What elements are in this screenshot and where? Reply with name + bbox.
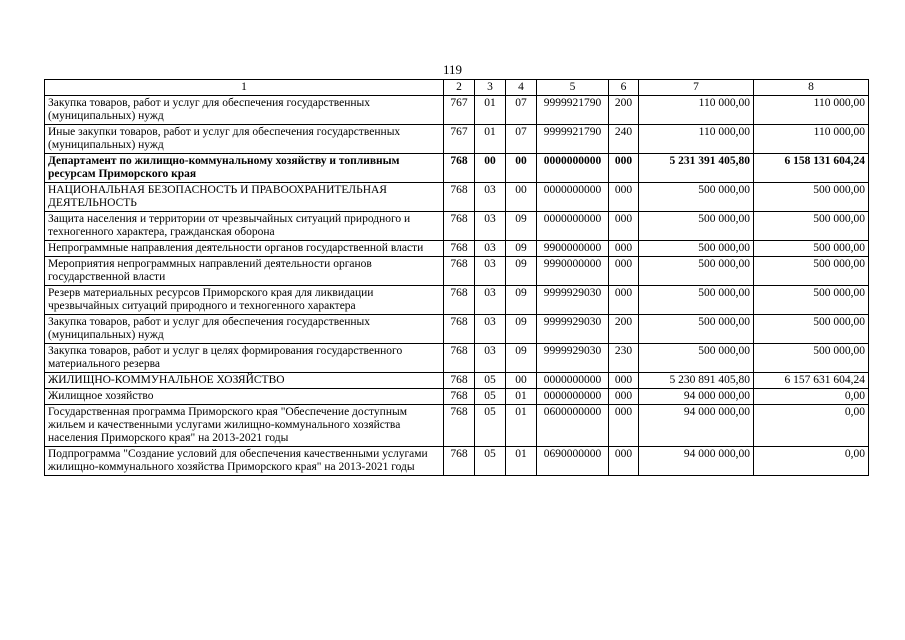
code-cell: 09 bbox=[506, 212, 537, 241]
amount-cell: 500 000,00 bbox=[754, 257, 869, 286]
row-name-cell: Закупка товаров, работ и услуг для обеспечения государственных (муниципальных) нужд bbox=[45, 96, 444, 125]
code-cell: 9900000000 bbox=[537, 241, 609, 257]
code-cell: 09 bbox=[506, 257, 537, 286]
row-name-cell: Непрограммные направления деятельности органов государственной власти bbox=[45, 241, 444, 257]
row-name-cell: Закупка товаров, работ и услуг в целях формирования государственного материального резерва bbox=[45, 344, 444, 373]
code-cell: 9999929030 bbox=[537, 315, 609, 344]
row-name-cell: Государственная программа Приморского края "Обеспечение доступным жильем и качественными услугами жилищно-коммунального хозяйства населения Приморского края" на 2013-2021 годы bbox=[45, 405, 444, 447]
table-row bbox=[45, 315, 869, 344]
code-cell: 000 bbox=[609, 389, 639, 405]
code-cell: 000 bbox=[609, 286, 639, 315]
code-cell: 0600000000 bbox=[537, 405, 609, 447]
row-name-cell: Подпрограмма "Создание условий для обеспечения качественными услугами жилищно-коммунального хозяйства Приморского края" на 2013-2021 годы bbox=[45, 447, 444, 476]
code-cell: 000 bbox=[609, 257, 639, 286]
page-number: 119 bbox=[442, 62, 463, 77]
amount-cell: 0,00 bbox=[754, 389, 869, 405]
code-cell: 09 bbox=[506, 286, 537, 315]
amount-cell: 94 000 000,00 bbox=[639, 447, 754, 476]
code-cell: 000 bbox=[609, 212, 639, 241]
header-cell: 2 bbox=[444, 80, 475, 96]
code-cell: 03 bbox=[475, 257, 506, 286]
amount-cell: 500 000,00 bbox=[639, 183, 754, 212]
header-cell: 7 bbox=[639, 80, 754, 96]
amount-cell: 500 000,00 bbox=[639, 286, 754, 315]
row-name-cell: Мероприятия непрограммных направлений деятельности органов государственной власти bbox=[45, 257, 444, 286]
code-cell: 07 bbox=[506, 96, 537, 125]
row-name-cell: Департамент по жилищно-коммунальному хозяйству и топливным ресурсам Приморского края bbox=[45, 154, 444, 183]
code-cell: 767 bbox=[444, 96, 475, 125]
header-cell: 8 bbox=[754, 80, 869, 96]
row-name-cell: Иные закупки товаров, работ и услуг для обеспечения государственных (муниципальных) нужд bbox=[45, 125, 444, 154]
table-row bbox=[45, 344, 869, 373]
amount-cell: 500 000,00 bbox=[754, 183, 869, 212]
code-cell: 768 bbox=[444, 447, 475, 476]
code-cell: 9999921790 bbox=[537, 125, 609, 154]
code-cell: 0000000000 bbox=[537, 389, 609, 405]
code-cell: 9990000000 bbox=[537, 257, 609, 286]
code-cell: 00 bbox=[475, 154, 506, 183]
code-cell: 768 bbox=[444, 241, 475, 257]
code-cell: 0690000000 bbox=[537, 447, 609, 476]
table-row bbox=[45, 241, 869, 257]
table-row bbox=[45, 257, 869, 286]
table-body bbox=[45, 96, 869, 476]
code-cell: 01 bbox=[475, 125, 506, 154]
table-row bbox=[45, 125, 869, 154]
code-cell: 000 bbox=[609, 183, 639, 212]
row-name-cell: НАЦИОНАЛЬНАЯ БЕЗОПАСНОСТЬ И ПРАВООХРАНИТЕЛЬНАЯ ДЕЯТЕЛЬНОСТЬ bbox=[45, 183, 444, 212]
code-cell: 03 bbox=[475, 286, 506, 315]
code-cell: 0000000000 bbox=[537, 373, 609, 389]
amount-cell: 6 157 631 604,24 bbox=[754, 373, 869, 389]
code-cell: 07 bbox=[506, 125, 537, 154]
code-cell: 05 bbox=[475, 373, 506, 389]
code-cell: 00 bbox=[506, 183, 537, 212]
code-cell: 000 bbox=[609, 241, 639, 257]
amount-cell: 500 000,00 bbox=[639, 241, 754, 257]
code-cell: 000 bbox=[609, 405, 639, 447]
table-row bbox=[45, 286, 869, 315]
code-cell: 03 bbox=[475, 212, 506, 241]
code-cell: 240 bbox=[609, 125, 639, 154]
table-row bbox=[45, 389, 869, 405]
table-row bbox=[45, 405, 869, 447]
code-cell: 03 bbox=[475, 241, 506, 257]
row-name-cell: Закупка товаров, работ и услуг для обеспечения государственных (муниципальных) нужд bbox=[45, 315, 444, 344]
amount-cell: 500 000,00 bbox=[754, 344, 869, 373]
header-cell: 3 bbox=[475, 80, 506, 96]
code-cell: 09 bbox=[506, 241, 537, 257]
code-cell: 05 bbox=[475, 405, 506, 447]
amount-cell: 110 000,00 bbox=[639, 96, 754, 125]
code-cell: 768 bbox=[444, 212, 475, 241]
amount-cell: 0,00 bbox=[754, 447, 869, 476]
code-cell: 0000000000 bbox=[537, 154, 609, 183]
code-cell: 767 bbox=[444, 125, 475, 154]
code-cell: 768 bbox=[444, 389, 475, 405]
code-cell: 9999929030 bbox=[537, 344, 609, 373]
code-cell: 9999929030 bbox=[537, 286, 609, 315]
code-cell: 200 bbox=[609, 315, 639, 344]
code-cell: 768 bbox=[444, 154, 475, 183]
amount-cell: 500 000,00 bbox=[754, 241, 869, 257]
header-cell: 5 bbox=[537, 80, 609, 96]
code-cell: 01 bbox=[506, 447, 537, 476]
amount-cell: 5 230 891 405,80 bbox=[639, 373, 754, 389]
code-cell: 768 bbox=[444, 405, 475, 447]
amount-cell: 500 000,00 bbox=[639, 315, 754, 344]
amount-cell: 500 000,00 bbox=[754, 315, 869, 344]
amount-cell: 110 000,00 bbox=[639, 125, 754, 154]
row-name-cell: Жилищное хозяйство bbox=[45, 389, 444, 405]
code-cell: 230 bbox=[609, 344, 639, 373]
amount-cell: 6 158 131 604,24 bbox=[754, 154, 869, 183]
amount-cell: 94 000 000,00 bbox=[639, 389, 754, 405]
code-cell: 000 bbox=[609, 447, 639, 476]
table-row bbox=[45, 96, 869, 125]
amount-cell: 500 000,00 bbox=[754, 286, 869, 315]
row-name-cell: Защита населения и территории от чрезвычайных ситуаций природного и техногенного характера, гражданская оборона bbox=[45, 212, 444, 241]
code-cell: 9999921790 bbox=[537, 96, 609, 125]
amount-cell: 94 000 000,00 bbox=[639, 405, 754, 447]
code-cell: 00 bbox=[506, 373, 537, 389]
code-cell: 05 bbox=[475, 389, 506, 405]
code-cell: 01 bbox=[475, 96, 506, 125]
header-cell: 4 bbox=[506, 80, 537, 96]
code-cell: 0000000000 bbox=[537, 183, 609, 212]
amount-cell: 500 000,00 bbox=[754, 212, 869, 241]
amount-cell: 5 231 391 405,80 bbox=[639, 154, 754, 183]
code-cell: 09 bbox=[506, 315, 537, 344]
table-row bbox=[45, 183, 869, 212]
code-cell: 03 bbox=[475, 315, 506, 344]
code-cell: 03 bbox=[475, 344, 506, 373]
code-cell: 768 bbox=[444, 373, 475, 389]
code-cell: 0000000000 bbox=[537, 212, 609, 241]
code-cell: 01 bbox=[506, 389, 537, 405]
code-cell: 768 bbox=[444, 315, 475, 344]
code-cell: 000 bbox=[609, 154, 639, 183]
amount-cell: 500 000,00 bbox=[639, 212, 754, 241]
header-row bbox=[45, 80, 869, 96]
code-cell: 768 bbox=[444, 257, 475, 286]
row-name-cell: ЖИЛИЩНО-КОММУНАЛЬНОЕ ХОЗЯЙСТВО bbox=[45, 373, 444, 389]
table-row bbox=[45, 447, 869, 476]
budget-table bbox=[44, 79, 869, 476]
amount-cell: 110 000,00 bbox=[754, 125, 869, 154]
table-row bbox=[45, 212, 869, 241]
table-row bbox=[45, 373, 869, 389]
code-cell: 03 bbox=[475, 183, 506, 212]
code-cell: 768 bbox=[444, 344, 475, 373]
code-cell: 09 bbox=[506, 344, 537, 373]
amount-cell: 500 000,00 bbox=[639, 344, 754, 373]
code-cell: 200 bbox=[609, 96, 639, 125]
code-cell: 000 bbox=[609, 373, 639, 389]
code-cell: 768 bbox=[444, 183, 475, 212]
code-cell: 05 bbox=[475, 447, 506, 476]
code-cell: 768 bbox=[444, 286, 475, 315]
header-cell: 6 bbox=[609, 80, 639, 96]
table-row bbox=[45, 154, 869, 183]
header-cell: 1 bbox=[45, 80, 444, 96]
amount-cell: 0,00 bbox=[754, 405, 869, 447]
row-name-cell: Резерв материальных ресурсов Приморского края для ликвидации чрезвычайных ситуаций природного и техногенного характера bbox=[45, 286, 444, 315]
amount-cell: 110 000,00 bbox=[754, 96, 869, 125]
code-cell: 00 bbox=[506, 154, 537, 183]
code-cell: 01 bbox=[506, 405, 537, 447]
amount-cell: 500 000,00 bbox=[639, 257, 754, 286]
